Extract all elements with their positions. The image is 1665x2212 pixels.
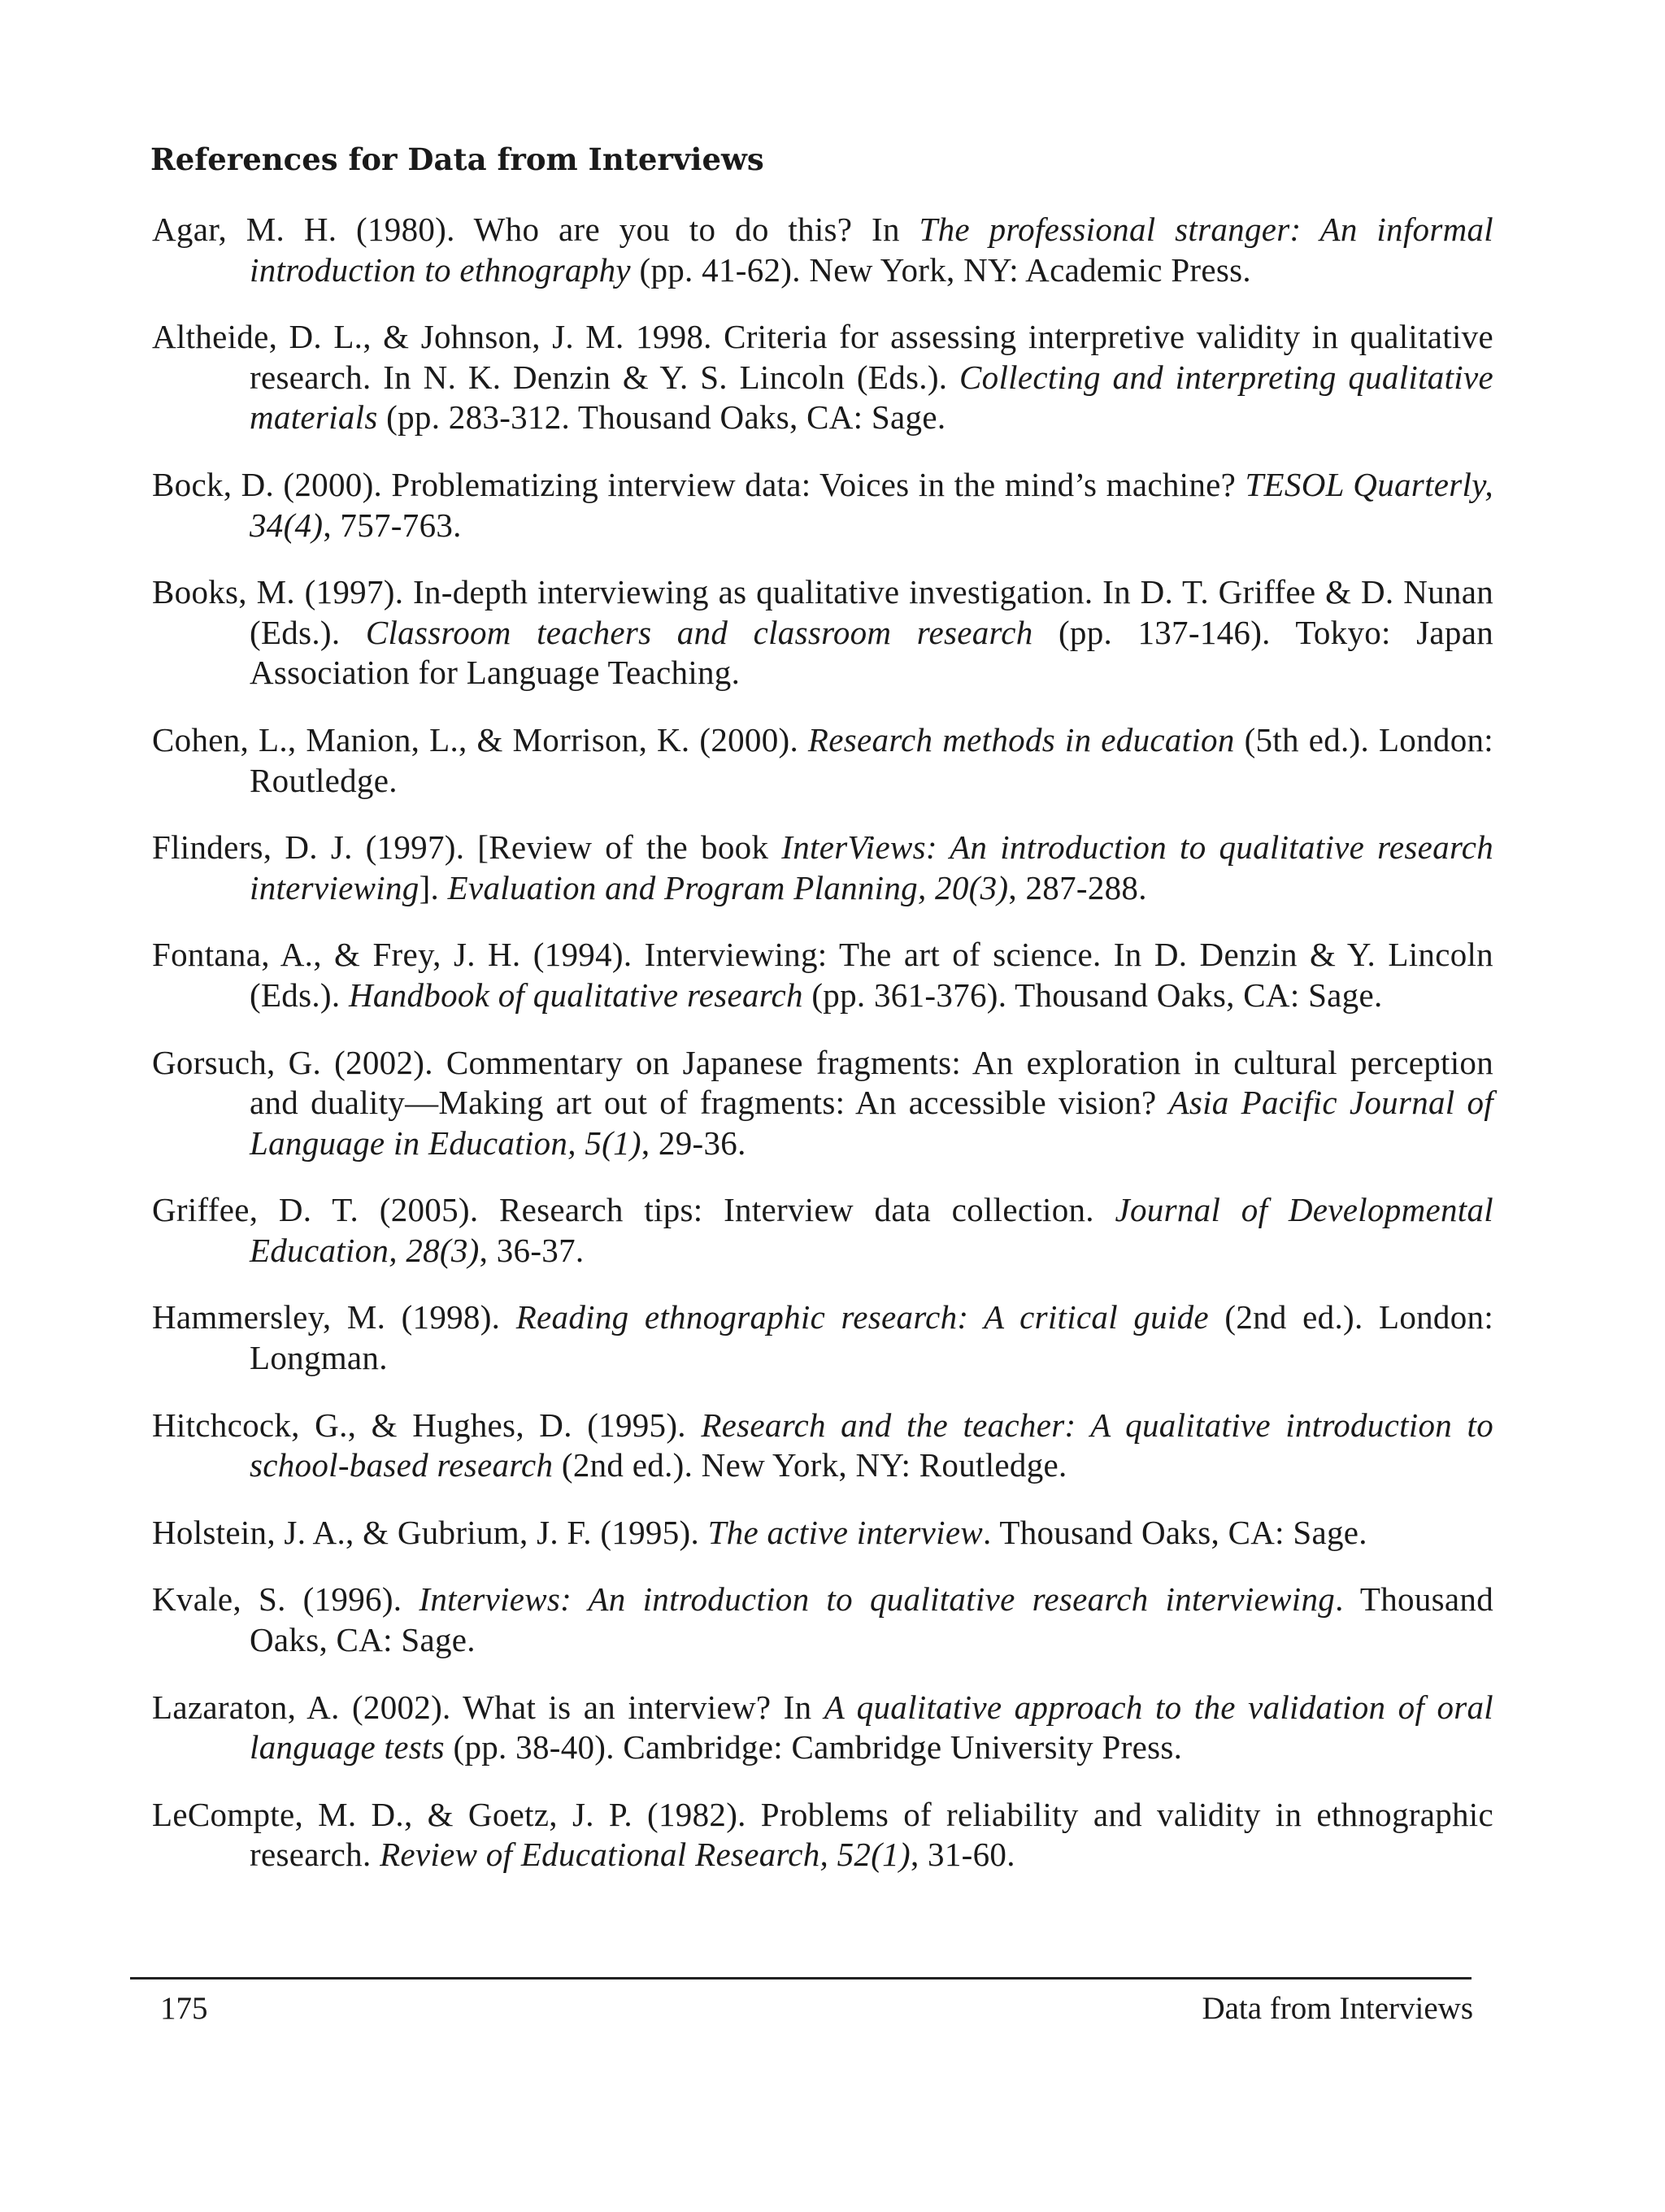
reference-entry — [152, 1297, 1493, 1378]
reference-text: Altheide, D. L., & Johnson, J. M. 1998. Criteria for assessing interpretive validity in qualitative research. In N. K. Denzin & Y. S. Lincoln (Eds.). — [152, 318, 1493, 396]
reference-text: Gorsuch, G. (2002). Commentary on Japanese fragments: An exploration in cultural perception and duality—Making art out of fragments: An accessible vision? — [152, 1043, 1493, 1122]
reference-entry — [152, 720, 1493, 801]
reference-text: Griffee, D. T. (2005). Research tips: Interview data collection. — [152, 1191, 1115, 1229]
reference-text: Lazaraton, A. (2002). What is an interview? In — [152, 1688, 824, 1726]
reference-text: (pp. 283-312. Thousand Oaks, CA: Sage. — [377, 398, 946, 437]
reference-entry — [152, 572, 1493, 693]
reference-text: Bock, D. (2000). Problematizing interview data: Voices in the mind’s machine? — [152, 465, 1245, 503]
reference-entry — [152, 210, 1493, 290]
reference-title: InterViews: An introduction to qualitative research interviewing — [250, 828, 1494, 906]
reference-text: (pp. 38-40). Cambridge: Cambridge University Press. — [444, 1728, 1183, 1767]
page-number: 175 — [160, 1991, 208, 2026]
reference-title: TESOL Quarterly, 34(4) — [250, 465, 1493, 544]
reference-text: Fontana, A., & Frey, J. H. (1994). Interviewing: The art of science. In D. Denzin & Y. Lincoln (Eds.). — [152, 936, 1493, 1014]
reference-text: Books, M. (1997). In-depth interviewing as qualitative investigation. In D. T. Griffee & D. Nunan (Eds.). — [152, 573, 1493, 651]
reference-text: (pp. 361-376). Thousand Oaks, CA: Sage. — [802, 976, 1383, 1014]
reference-title: Classroom teachers and classroom research — [365, 613, 1033, 651]
reference-text: Hammersley, M. (1998). — [152, 1298, 516, 1336]
reference-title: Handbook of qualitative research — [348, 976, 803, 1014]
reference-title: Collecting and interpreting qualitative materials — [250, 358, 1493, 437]
reference-title: Asia Pacific Journal of Language in Education, 5(1) — [250, 1084, 1493, 1162]
reference-text: (pp. 137-146). Tokyo: Japan Association for Language Teaching. — [250, 613, 1493, 692]
reference-text: Holstein, J. A., & Gubrium, J. F. (1995). — [152, 1513, 708, 1551]
section-heading: References for Data from Interviews — [150, 141, 764, 177]
reference-title: The professional stranger: An informal introduction to ethnography — [250, 211, 1493, 289]
reference-list — [152, 210, 1493, 1902]
reference-entry — [152, 1406, 1493, 1486]
reference-title: Evaluation and Program Planning, 20(3) — [447, 868, 1009, 906]
reference-title: Research and the teacher: A qualitative introduction to school-based research — [250, 1406, 1493, 1484]
reference-text: , 31-60. — [910, 1836, 1015, 1874]
reference-text: Cohen, L., Manion, L., & Morrison, K. (2000). — [152, 720, 808, 758]
reference-text: , 757-763. — [323, 506, 462, 544]
reference-entry — [152, 1795, 1493, 1875]
footer-divider — [130, 1977, 1472, 1980]
reference-entry — [152, 317, 1493, 438]
reference-text: Flinders, D. J. (1997). [Review of the book — [152, 828, 782, 867]
reference-text: (pp. 41-62). New York, NY: Academic Press. — [630, 250, 1251, 289]
reference-text: Agar, M. H. (1980). Who are you to do this? In — [152, 211, 919, 248]
reference-title: Journal of Developmental Education, 28(3) — [250, 1191, 1493, 1269]
reference-text: Kvale, S. (1996). — [152, 1580, 420, 1619]
reference-text: (5th ed.). London: Routledge. — [250, 720, 1493, 799]
reference-text: LeCompte, M. D., & Goetz, J. P. (1982). Problems of reliability and validity in ethnographic research. — [152, 1795, 1493, 1874]
reference-title: Research methods in education — [807, 720, 1235, 758]
reference-text: , 29-36. — [641, 1123, 746, 1162]
reference-entry — [152, 935, 1493, 1015]
reference-title: A qualitative approach to the validation of oral language tests — [250, 1688, 1493, 1767]
reference-entry — [152, 1688, 1493, 1768]
reference-entry — [152, 828, 1493, 908]
reference-entry — [152, 1043, 1493, 1164]
reference-title: The active interview — [707, 1513, 984, 1551]
reference-title: Interviews: An introduction to qualitative research interviewing — [419, 1580, 1336, 1619]
reference-text: , 36-37. — [479, 1231, 585, 1269]
reference-entry — [152, 1580, 1493, 1660]
reference-text: (2nd ed.). New York, NY: Routledge. — [553, 1446, 1067, 1484]
reference-title: Reading ethnographic research: A critical guide — [515, 1298, 1209, 1336]
reference-text: . Thousand Oaks, CA: Sage. — [250, 1580, 1494, 1659]
reference-entry — [152, 465, 1493, 545]
reference-entry — [152, 1513, 1493, 1554]
reference-entry — [152, 1190, 1493, 1271]
reference-text: . Thousand Oaks, CA: Sage. — [983, 1513, 1367, 1551]
running-title: Data from Interviews — [1202, 1991, 1473, 2026]
reference-text: , 287-288. — [1008, 868, 1147, 906]
reference-title: Review of Educational Research, 52(1) — [380, 1836, 911, 1874]
reference-text: ]. — [419, 868, 448, 906]
reference-text: Hitchcock, G., & Hughes, D. (1995). — [152, 1406, 702, 1444]
reference-text: (2nd ed.). London: Longman. — [250, 1298, 1494, 1377]
